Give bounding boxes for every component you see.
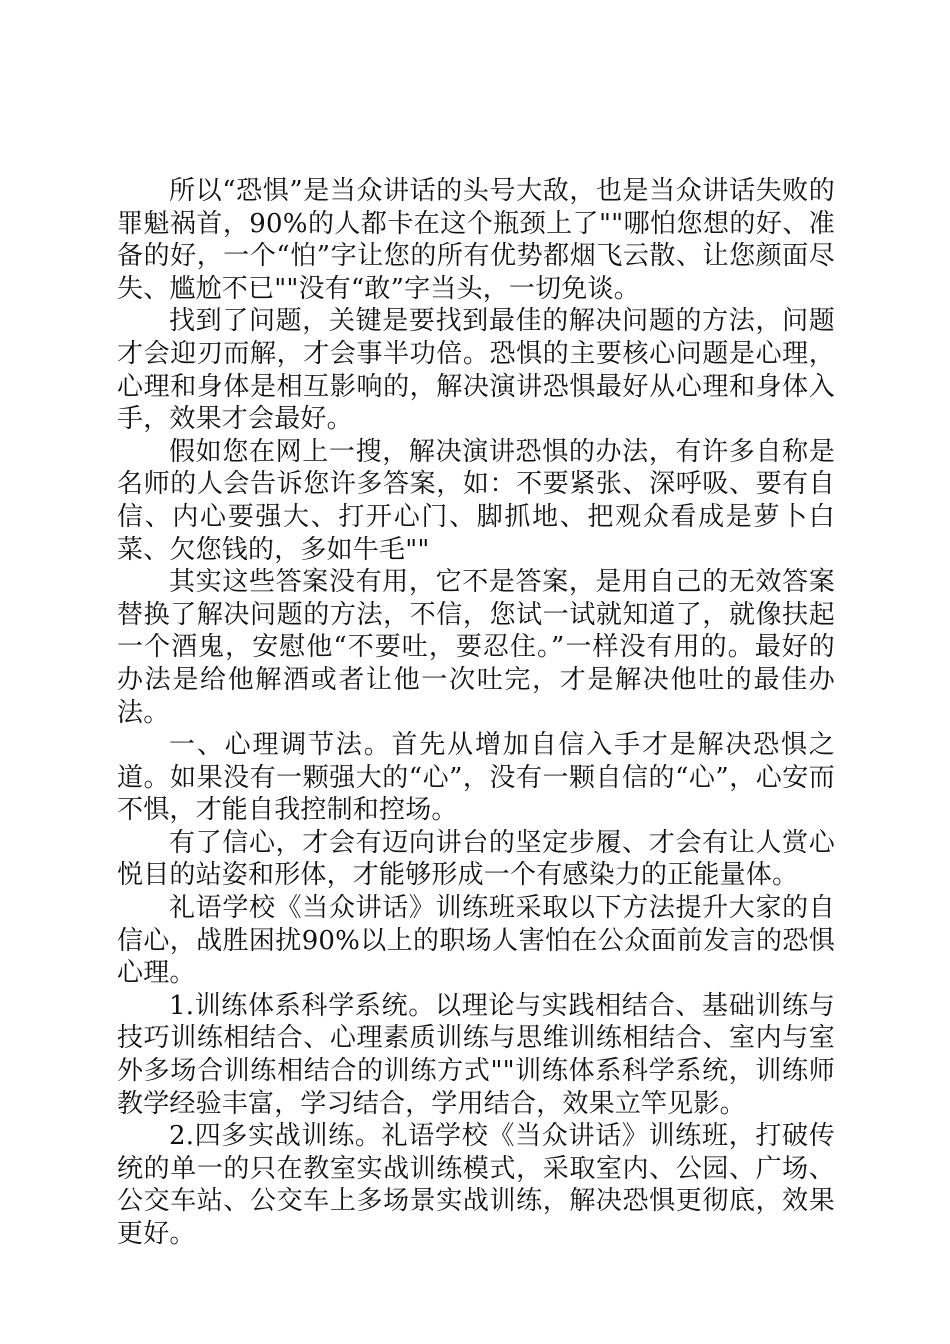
paragraph-2: 找到了问题，关键是要找到最佳的解决问题的方法，问题才会迎刃而解，才会事半功倍。恐惧的主要核心问题是心理，心理和身体是相互影响的，解决演讲恐惧最好从心理和身体入手，效果才会最好。: [117, 306, 835, 435]
paragraph-4: 其实这些答案没有用，它不是答案，是用自己的无效答案替换了解决问题的方法，不信，您试一试就知道了，就像扶起一个酒鬼，安慰他“不要吐，要忍住。”一样没有用的。最好的办法是给他解酒或者让他一次吐完，才是解决他吐的最佳办法。: [117, 567, 835, 728]
paragraph-6: 有了信心，才会有迈向讲台的坚定步履、才会有让人赏心悦目的站姿和形体，才能够形成一个有感染力的正能量体。: [117, 827, 835, 891]
document-body: [117, 175, 835, 1251]
paragraph-5: 一、心理调节法。首先从增加自信入手才是解决恐惧之道。如果没有一颗强大的“心”，没有一颗自信的“心”，心安而不惧，才能自我控制和控场。: [117, 730, 835, 826]
paragraph-8: 1.训练体系科学系统。以理论与实践相结合、基础训练与技巧训练相结合、心理素质训练与思维训练相结合、室内与室外多场合训练相结合的训练方式""训练体系科学系统，训练师教学经验丰富，学习结合，学用结合，效果立竿见影。: [117, 990, 835, 1119]
paragraph-9: 2.四多实战训练。礼语学校《当众讲话》训练班，打破传统的单一的只在教室实战训练模式，采取室内、公园、广场、公交车站、公交车上多场景实战训练，解决恐惧更彻底，效果更好。: [117, 1121, 835, 1249]
paragraph-3: 假如您在网上一搜，解决演讲恐惧的办法，有许多自称是名师的人会告诉您许多答案，如：不要紧张、深呼吸、要有自信、内心要强大、打开心门、脚抓地、把观众看成是萝卜白菜、欠您钱的，多如牛毛"": [117, 436, 835, 565]
paragraph-1: 所以“恐惧”是当众讲话的头号大敌，也是当众讲话失败的罪魁祸首，90%的人都卡在这个瓶颈上了""哪怕您想的好、准备的好，一个“怕”字让您的所有优势都烟飞云散、让您颜面尽失、尴尬不已""没有“敢”字当头，一切免谈。: [117, 176, 835, 304]
paragraph-7: 礼语学校《当众讲话》训练班采取以下方法提升大家的自信心，战胜困扰90%以上的职场人害怕在公众面前发言的恐惧心理。: [117, 893, 835, 989]
